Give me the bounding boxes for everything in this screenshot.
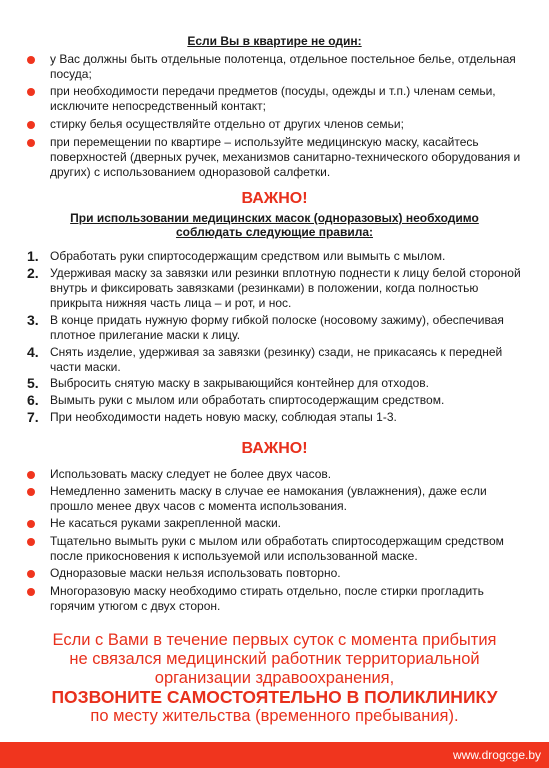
- important-heading: ВАЖНО!: [241, 440, 308, 457]
- footer-website-link[interactable]: www.drogcge.by: [452, 748, 541, 762]
- final-line4: ПОЗВОНИТЕ САМОСТОЯТЕЛЬНО В ПОЛИКЛИНИКУ: [51, 687, 498, 707]
- list-item-text: Немедленно заменить маску в случае ее намокания (увлажнения), даже если прошло менее двух часов с момента использования.: [50, 484, 487, 513]
- final-line3: организации здравоохранения,: [154, 669, 395, 687]
- list-item-text: стирку белья осуществляйте отдельно от других членов семьи;: [50, 117, 404, 131]
- list-item-text: Использовать маску следует не более двух часов.: [50, 467, 332, 481]
- bullet-icon: [27, 538, 35, 546]
- bullet-icon: [27, 570, 35, 578]
- step-number: 2.: [27, 265, 39, 281]
- step-text: Вымыть руки с мылом или обработать спиртосодержащим средством.: [50, 393, 445, 407]
- list-item-text: при необходимости передачи предметов (посуды, одежды и т.п.) членам семьи, исключите непосредственный контакт;: [50, 84, 496, 113]
- rules-subheading-line2: соблюдать следующие правила:: [175, 225, 373, 239]
- list-item-text: Не касаться руками закрепленной маски.: [50, 516, 281, 530]
- bullet-icon: [27, 520, 35, 528]
- list-item-text: у Вас должны быть отдельные полотенца, отдельное постельное белье, отдельная посуда;: [50, 52, 516, 81]
- final-line5: по месту жительства (временного пребывания).: [90, 707, 459, 725]
- step-number: 7.: [27, 409, 39, 425]
- bullet-icon: [27, 488, 35, 496]
- bullet-icon: [27, 139, 35, 147]
- bullet-icon: [27, 56, 35, 64]
- step-number: 6.: [27, 392, 39, 408]
- rules-subheading: [0, 211, 549, 239]
- bullet-icon: [27, 588, 35, 596]
- step-number: 1.: [27, 248, 39, 264]
- step-number: 5.: [27, 375, 39, 391]
- step-text: Выбросить снятую маску в закрывающийся контейнер для отходов.: [50, 376, 429, 390]
- bullet-icon: [27, 121, 35, 129]
- important-heading: ВАЖНО!: [241, 190, 308, 207]
- list-item-text: Тщательно вымыть руки с мылом или обработать спиртосодержащим средством после прикосновения к используемой или использованной маске.: [50, 534, 504, 563]
- step-text: При необходимости надеть новую маску, соблюдая этапы 1-3.: [50, 410, 397, 424]
- step-number: 3.: [27, 312, 39, 328]
- step-text: Снять изделие, удерживая за завязки (резинку) сзади, не прикасаясь к передней части маски.: [50, 345, 503, 374]
- final-line2: не связался медицинский работник территориальной: [69, 650, 480, 668]
- final-line1: Если с Вами в течение первых суток с момента прибытия: [52, 631, 497, 649]
- step-text: Обработать руки спиртосодержащим средством или вымыть с мылом.: [50, 249, 446, 263]
- bullet-icon: [27, 88, 35, 96]
- final-notice: [0, 631, 549, 726]
- rules-subheading-line1: При использовании медицинских масок (одноразовых) необходимо: [70, 211, 479, 225]
- step-text: В конце придать нужную форму гибкой полоске (носовому зажиму), обеспечивая плотное прилегание маски к лицу.: [50, 313, 504, 342]
- bullet-icon: [27, 471, 35, 479]
- list-item-text: Многоразовую маску необходимо стирать отдельно, после стирки прогладить горячим утюгом с двух сторон.: [50, 584, 484, 613]
- list-item-text: Одноразовые маски нельзя использовать повторно.: [50, 566, 341, 580]
- list-item-text: при перемещении по квартире – используйте медицинскую маску, касайтесь поверхностей (дверных ручек, механизмов санитарно-технического оборудования и других) с использованием одноразовой салфетки.: [50, 135, 521, 179]
- step-text: Удерживая маску за завязки или резинки вплотную поднести к лицу белой стороной внутрь и фиксировать завязками (резинками) в положении, когда полностью прикрыта нижняя часть лица – и рот, и нос.: [50, 266, 521, 310]
- step-number: 4.: [27, 344, 39, 360]
- footer-bar: [0, 742, 549, 768]
- section1-heading: Если Вы в квартире не один:: [187, 34, 362, 48]
